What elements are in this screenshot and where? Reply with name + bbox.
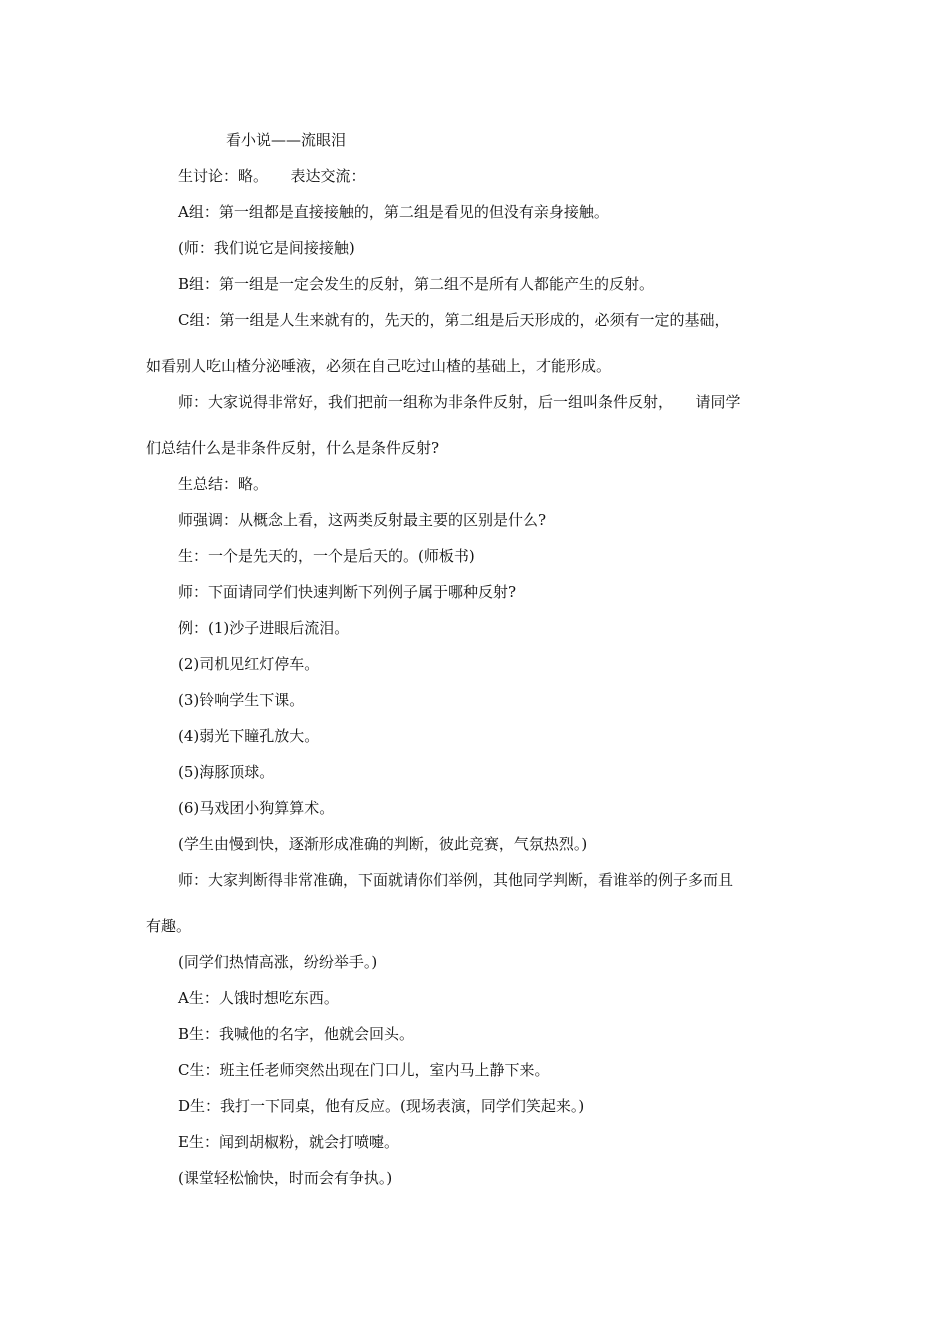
paragraph-line: 生总结：略。 (178, 475, 269, 493)
paragraph-line: 师：下面请同学们快速判断下列例子属于哪种反射? (178, 583, 517, 601)
example-line: 例：(1)沙子进眼后流泪。 (178, 619, 350, 637)
paragraph-line: A组：第一组都是直接接触的，第二组是看见的但没有亲身接触。 (178, 203, 609, 221)
example-line: (4)弱光下瞳孔放大。 (178, 727, 320, 745)
document-body (146, 122, 806, 1196)
paragraph-line: B组：第一组是一定会发生的反射，第二组不是所有人都能产生的反射。 (178, 275, 655, 293)
paragraph-line: D生：我打一下同桌，他有反应。(现场表演，同学们笑起来。) (178, 1097, 585, 1115)
paragraph-continuation-line: 有趣。 (146, 917, 192, 935)
paragraph-line: A生：人饿时想吃东西。 (178, 989, 339, 1007)
paragraph-line: C生：班主任老师突然出现在门口儿，室内马上静下来。 (178, 1061, 550, 1079)
paragraph-line: (学生由慢到快，逐渐形成准确的判断，彼此竞赛，气氛热烈。) (178, 835, 588, 853)
paragraph-line: 师强调：从概念上看，这两类反射最主要的区别是什么? (178, 511, 547, 529)
heading-line: 看小说——流眼泪 (226, 131, 347, 149)
paragraph-line: 生：一个是先天的，一个是后天的。(师板书) (178, 547, 475, 565)
paragraph-line: C组：第一组是人生来就有的，先天的，第二组是后天形成的，必须有一定的基础， (178, 311, 730, 329)
example-line: (2)司机见红灯停车。 (178, 655, 320, 673)
paragraph-line: 师：大家说得非常好，我们把前一组称为非条件反射，后一组叫条件反射， 请同学 (178, 393, 741, 411)
example-line: (5)海豚顶球。 (178, 763, 275, 781)
paragraph-line: B生：我喊他的名字，他就会回头。 (178, 1025, 415, 1043)
paragraph-continuation-line: 们总结什么是非条件反射，什么是条件反射? (146, 439, 440, 457)
example-line: (3)铃响学生下课。 (178, 691, 305, 709)
paragraph-line: (师：我们说它是间接接触) (178, 239, 355, 257)
paragraph-line: 生讨论：略。 表达交流： (178, 167, 366, 185)
paragraph-continuation-line: 如看别人吃山楂分泌唾液，必须在自己吃过山楂的基础上，才能形成。 (146, 357, 612, 375)
paragraph-line: (课堂轻松愉快，时而会有争执。) (178, 1169, 393, 1187)
paragraph-line: 师：大家判断得非常准确，下面就请你们举例，其他同学判断，看谁举的例子多而且 (178, 871, 734, 889)
paragraph-line: E生：闻到胡椒粉，就会打喷嚏。 (178, 1133, 399, 1151)
example-line: (6)马戏团小狗算算术。 (178, 799, 335, 817)
paragraph-line: (同学们热情高涨，纷纷举手。) (178, 953, 378, 971)
